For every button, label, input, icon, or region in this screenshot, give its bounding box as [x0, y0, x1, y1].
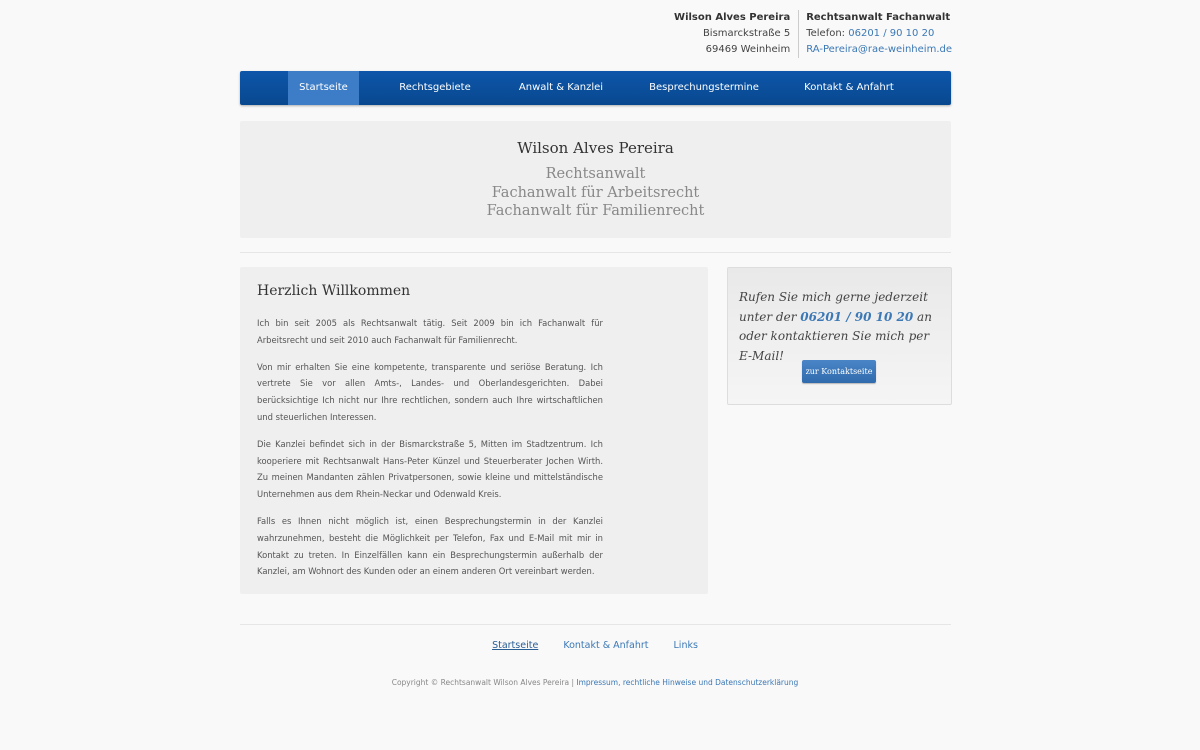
paragraph: Von mir erhalten Sie eine kompetente, transparente und seriöse Beratung. Ich vertrete Sie vor allen Amts-, Landes- und Oberlandesgerichten. Dabei berücksichtige Ich nicht nur Ihre rechtlichen, sondern auch Ihre wirtschaftlichen und steuerlichen Interessen. — [257, 361, 603, 422]
sidebar-text-before: Rufen Sie mich gerne jederzeit unter der — [739, 290, 928, 324]
sidebar-text-after: an oder kontaktieren Sie mich per E-Mail! — [739, 309, 932, 363]
footer-link-startseite[interactable]: Startseite — [492, 640, 539, 651]
welcome-panel — [240, 267, 708, 594]
footer-divider — [240, 624, 951, 625]
contact-block — [799, 10, 952, 58]
legal-link[interactable]: Impressum, rechtliche Hinweise und Datenschutzerklärung — [576, 678, 799, 687]
street: Bismarckstraße 5 — [702, 28, 791, 39]
phone-label: Telefon: — [806, 28, 846, 39]
lawyer-title: Rechtsanwalt Fachanwalt — [806, 12, 951, 23]
footer-link-links[interactable]: Links — [673, 640, 698, 651]
nav-item-anwalt-kanzlei[interactable]: Anwalt & Kanzlei — [518, 82, 604, 93]
nav-item-rechtsgebiete[interactable]: Rechtsgebiete — [399, 82, 471, 93]
nav-item-startseite[interactable]: Startseite — [288, 71, 359, 105]
footer-link-kontakt-anfahrt[interactable]: Kontakt & Anfahrt — [563, 640, 649, 651]
nav-item-kontakt-anfahrt[interactable]: Kontakt & Anfahrt — [804, 82, 894, 93]
header-phone-link[interactable]: 06201 / 90 10 20 — [848, 28, 935, 39]
copyright-text: Copyright © Rechtsanwalt Wilson Alves Pereira | — [391, 678, 575, 687]
paragraph: Ich bin seit 2005 als Rechtsanwalt tätig. Seit 2009 bin ich Fachanwalt für Arbeitsrecht und seit 2010 auch Fachanwalt für Familienrecht. — [257, 318, 603, 345]
welcome-heading: Herzlich Willkommen — [257, 283, 411, 299]
copyright — [0, 678, 1190, 687]
sidebar-text — [739, 288, 944, 366]
header-email-link[interactable]: RA-Pereira@rae-weinheim.de — [806, 44, 952, 55]
welcome-text — [257, 315, 603, 590]
contact-page-button[interactable]: zur Kontaktseite — [802, 360, 876, 383]
hero-line-arbeitsrecht: Fachanwalt für Arbeitsrecht — [491, 184, 700, 201]
contact-sidebar — [727, 267, 952, 405]
nav-item-besprechungstermine[interactable]: Besprechungstermine — [649, 82, 759, 93]
sidebar-phone-link[interactable]: 06201 / 90 10 20 — [800, 309, 914, 324]
footer-nav — [0, 640, 1190, 651]
hero-name: Wilson Alves Pereira — [517, 139, 674, 157]
main-nav — [240, 71, 951, 105]
header-contact — [674, 10, 952, 58]
lawyer-name: Wilson Alves Pereira — [674, 12, 791, 23]
paragraph: Falls es Ihnen nicht möglich ist, einen Besprechungstermin in der Kanzlei wahrzunehmen, besteht die Möglichkeit per Telefon, Fax und E-Mail mit mir in Kontakt zu treten. In Einzelfällen kann ein Besprechungstermin außerhalb der Kanzlei, am Wohnort des Kunden oder an einem anderen Ort vereinbart werden. — [257, 515, 603, 577]
divider — [240, 252, 951, 253]
phone-row — [806, 26, 952, 42]
address-block — [674, 10, 799, 58]
hero-line-familienrecht: Fachanwalt für Familienrecht — [486, 203, 705, 219]
hero-line-rechtsanwalt: Rechtsanwalt — [545, 166, 646, 182]
hero-subtitles — [240, 165, 951, 221]
hero-banner — [240, 121, 951, 238]
paragraph: Die Kanzlei befindet sich in der Bismarckstraße 5, Mitten im Stadtzentrum. Ich kooperiere mit Rechtsanwalt Hans-Peter Künzel und Steuerberater Jochen Wirth. Zu meinen Mandanten zählen Privatpersonen, sowie kleine und mittelständische Unternehmen aus dem Rhein-Neckar und Odenwald Kreis. — [257, 438, 603, 500]
city: 69469 Weinheim — [705, 44, 791, 55]
